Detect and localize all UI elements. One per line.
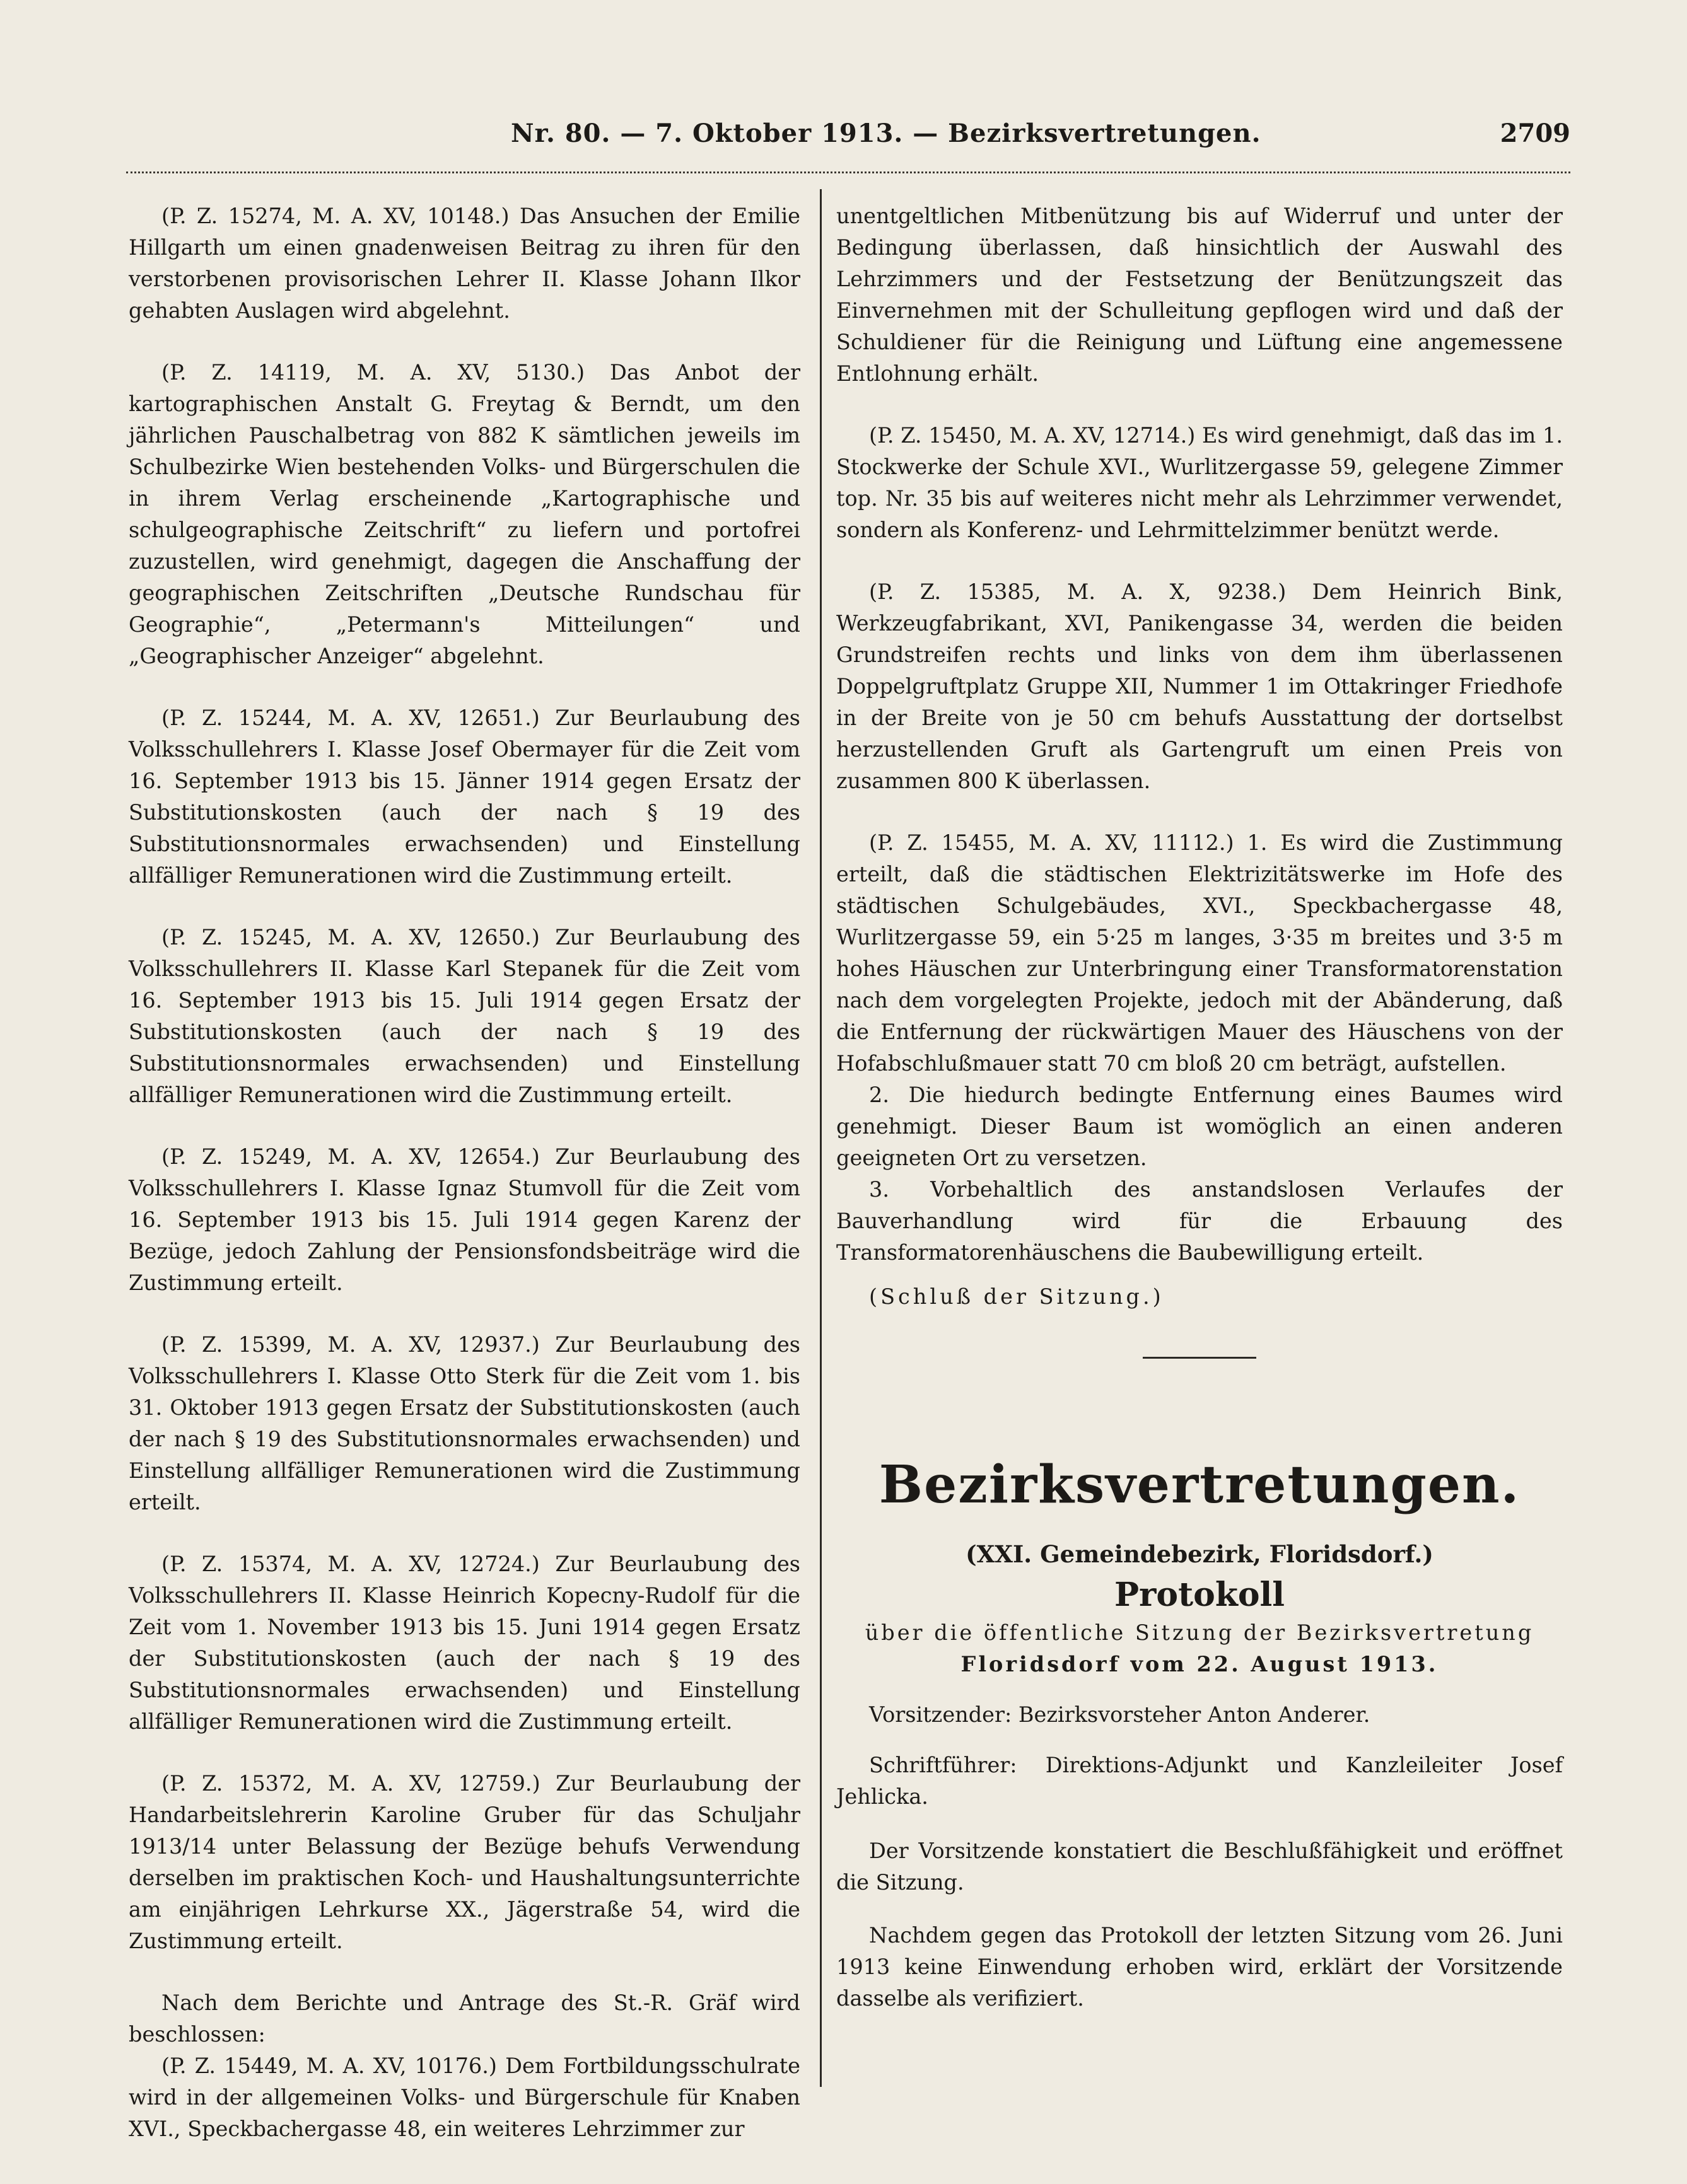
resolution-paragraph: (P. Z. 14119, M. A. XV, 5130.) Das Anbot der kartographischen Anstalt G. Freytag & Berndt, um den jährlichen Pauschalbetrag von 882 K sämtlichen jeweils im Schulbezirke Wien bestehenden Volks- und Bürgerschulen die in ihrem Verlag erscheinende „Kartographische und schulgeographische Zeitschrift“ zu liefern und portofrei zuzustellen, wird genehmigt, dagegen die Anschaffung der geographischen Zeitschriften „Deutsche Rundschau für Geographie“, „Petermann's Mitteilungen“ und „Geographischer Anzeiger“ abgelehnt. bbox=[129, 360, 800, 668]
section-title: Bezirksvertretungen. bbox=[879, 1455, 1521, 1515]
resolution-paragraph: (P. Z. 15274, M. A. XV, 10148.) Das Ansuchen der Emilie Hillgarth um einen gnadenweisen Beitrag zu ihren für den verstorbenen provisorischen Lehrer II. Klasse Johann Ilkor gehabten Auslagen wird abgelehnt. bbox=[129, 204, 800, 323]
page-number: 2709 bbox=[1500, 119, 1570, 148]
right-column bbox=[836, 200, 1563, 2014]
resolution-paragraph: (P. Z. 15449, M. A. XV, 10176.) Dem Fortbildungsschulrate wird in der allgemeinen Volks- und Bürgerschule für Knaben XVI., Speckbachergasse 48, ein weiteres Lehrzimmer zur bbox=[129, 2053, 800, 2141]
protocol-title: Protokoll bbox=[1114, 1576, 1285, 1614]
protocol-date: Floridsdorf vom 22. August 1913. bbox=[960, 1652, 1439, 1676]
session-closing: (Schluß der Sitzung.) bbox=[869, 1284, 1164, 1309]
header-title: Nr. 80. — 7. Oktober 1913. — Bezirksvertretungen. bbox=[511, 119, 1261, 148]
writer-line: Schriftführer: Direktions-Adjunkt und Kanzleileiter Josef Jehlicka. bbox=[836, 1753, 1563, 1809]
chair-line: Vorsitzender: Bezirksvorsteher Anton Anderer. bbox=[869, 1702, 1370, 1727]
protocol-line: über die öffentliche Sitzung der Bezirksvertretung bbox=[865, 1620, 1534, 1645]
section-separator bbox=[1143, 1357, 1256, 1359]
resolution-paragraph: (P. Z. 15374, M. A. XV, 12724.) Zur Beurlaubung des Volksschullehrers II. Klasse Heinrich Kopecny-Rudolf für die Zeit vom 1. November 1913 bis 15. Juni 1914 gegen Ersatz der Substitutionskosten (auch der nach § 19 des Substitutionsnormales erwachsenden) und Einstellung allfälliger Remunerationen wird die Zustimmung erteilt. bbox=[129, 1552, 800, 1734]
resolution-subpoint: 2. Die hiedurch bedingte Entfernung eines Baumes wird genehmigt. Dieser Baum ist womöglich an einen anderen geeigneten Ort zu versetzen. bbox=[836, 1083, 1563, 1170]
resolution-paragraph: (P. Z. 15455, M. A. XV, 11112.) 1. Es wird die Zustimmung erteilt, daß die städtischen Elektrizitätswerke im Hofe des städtischen Schulgebäudes, XVI., Speckbachergasse 48, Wurlitzergasse 59, ein 5·25 m langes, 3·35 m breites und 3·5 m hohes Häuschen zur Unterbringung einer Transformatorenstation nach dem vorgelegten Projekte, jedoch mit der Abänderung, daß die Entfernung der rückwärtigen Mauer des Häuschens von der Hofabschlußmauer statt 70 cm bloß 20 cm beträgt, aufstellen. bbox=[836, 830, 1563, 1076]
header-rule bbox=[126, 161, 1570, 173]
resolution-paragraph: (P. Z. 15372, M. A. XV, 12759.) Zur Beurlaubung der Handarbeitslehrerin Karoline Gruber für das Schuljahr 1913/14 unter Belassung der Bezüge behufs Verwendung derselben im praktischen Koch- und Haushaltungsunterrichte am einjährigen Lehrkurse XX., Jägerstraße 54, wird die Zustimmung erteilt. bbox=[129, 1771, 800, 1953]
resolution-paragraph: (P. Z. 15450, M. A. XV, 12714.) Es wird genehmigt, daß das im 1. Stockwerke der Schule XVI., Wurlitzergasse 59, gelegene Zimmer top. Nr. 35 bis auf weiteres nicht mehr als Lehrzimmer verwendet, sondern als Konferenz- und Lehrmittelzimmer benützt werde. bbox=[836, 423, 1563, 542]
resolution-intro: Nach dem Berichte und Antrage des St.-R. Gräf wird beschlossen: bbox=[129, 1990, 800, 2047]
resolution-paragraph: (P. Z. 15245, M. A. XV, 12650.) Zur Beurlaubung des Volksschullehrers II. Klasse Karl Stepanek für die Zeit vom 16. September 1913 bis 15. Juli 1914 gegen Ersatz der Substitutionskosten (auch der nach § 19 des Substitutionsnormales erwachsenden) und Einstellung allfälliger Remunerationen wird die Zustimmung erteilt. bbox=[129, 925, 800, 1107]
page-header bbox=[126, 119, 1570, 156]
column-divider bbox=[820, 189, 822, 2087]
left-column bbox=[129, 200, 800, 2145]
section-subtitle: (XXI. Gemeindebezirk, Floridsdorf.) bbox=[966, 1540, 1433, 1568]
minutes-paragraph: Der Vorsitzende konstatiert die Beschlußfähigkeit und eröffnet die Sitzung. bbox=[836, 1838, 1563, 1895]
minutes-paragraph: Nachdem gegen das Protokoll der letzten Sitzung vom 26. Juni 1913 keine Einwendung erhoben wird, erklärt der Vorsitzende dasselbe als verifiziert. bbox=[836, 1923, 1563, 2011]
resolution-paragraph: (P. Z. 15249, M. A. XV, 12654.) Zur Beurlaubung des Volksschullehrers I. Klasse Ignaz Stumvoll für die Zeit vom 16. September 1913 bis 15. Juli 1914 gegen Karenz der Bezüge, jedoch Zahlung der Pensionsfondsbeiträge wird die Zustimmung erteilt. bbox=[129, 1144, 800, 1295]
resolution-paragraph: (P. Z. 15385, M. A. X, 9238.) Dem Heinrich Bink, Werkzeugfabrikant, XVI, Panikengasse 34, werden die beiden Grundstreifen rechts und links von dem ihm überlassenen Doppelgruftplatz Gruppe XII, Nummer 1 im Ottakringer Friedhofe in der Breite von je 50 cm behufs Ausstattung der dortselbst herzustellenden Gruft als Gartengruft um einen Preis von zusammen 800 K überlassen. bbox=[836, 579, 1563, 793]
resolution-paragraph: (P. Z. 15244, M. A. XV, 12651.) Zur Beurlaubung des Volksschullehrers I. Klasse Josef Obermayer für die Zeit vom 16. September 1913 bis 15. Jänner 1914 gegen Ersatz der Substitutionskosten (auch der nach § 19 des Substitutionsnormales erwachsenden) und Einstellung allfälliger Remunerationen wird die Zustimmung erteilt. bbox=[129, 706, 800, 888]
resolution-subpoint: 3. Vorbehaltlich des anstandslosen Verlaufes der Bauverhandlung wird für die Erbauung des Transformatorenhäuschens die Baubewilligung erteilt. bbox=[836, 1177, 1563, 1265]
continued-paragraph: unentgeltlichen Mitbenützung bis auf Widerruf und unter der Bedingung überlassen, daß hinsichtlich der Auswahl des Lehrzimmers und der Festsetzung der Benützungszeit das Einvernehmen mit der Schulleitung gepflogen wird und daß der Schuldiener für die Reinigung und Lüftung eine angemessene Entlohnung erhält. bbox=[836, 204, 1563, 386]
resolution-paragraph: (P. Z. 15399, M. A. XV, 12937.) Zur Beurlaubung des Volksschullehrers I. Klasse Otto Sterk für die Zeit vom 1. bis 31. Oktober 1913 gegen Ersatz der Substitutionskosten (auch der nach § 19 des Substitutionsnormales erwachsenden) und Einstellung allfälliger Remunerationen wird die Zustimmung erteilt. bbox=[129, 1332, 800, 1514]
